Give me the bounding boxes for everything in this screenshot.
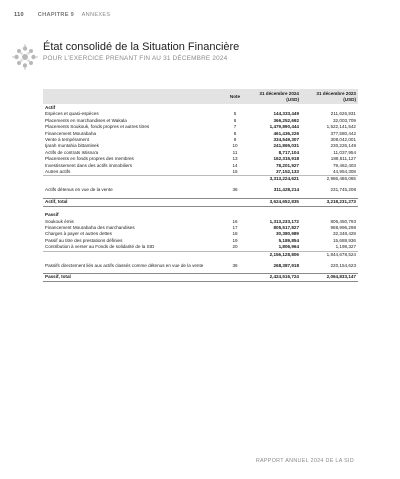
value-2023: 220,154,623	[330, 262, 356, 268]
value-2023: 211,626,931	[330, 111, 356, 117]
row-note: 13	[232, 156, 238, 162]
section-heading: Actif	[45, 105, 56, 110]
value-2024: 5,189,854	[278, 237, 299, 243]
row-label	[43, 176, 225, 183]
value-2024: 3,624,652,835	[245, 199, 301, 206]
row-label: Vente à tempérament	[45, 137, 89, 143]
value-2023: 1,522,141,542	[326, 124, 356, 130]
value-2023: 231,745,208	[330, 187, 356, 193]
value-2024: 1,313,233,172	[269, 218, 299, 224]
header-2023: 31 décembre 2023 (USD)	[301, 89, 358, 104]
value-2024: 461,436,226	[273, 130, 299, 136]
value-2024: 1,806,964	[278, 244, 299, 250]
total-row	[43, 274, 358, 281]
row-label	[43, 251, 225, 258]
row-note: 14	[232, 162, 238, 168]
value-2023: 44,954,308	[333, 169, 356, 175]
header-2024: 31 décembre 2024 (USD)	[245, 89, 301, 104]
value-2024: 268,387,918	[273, 262, 299, 268]
table-header-row	[43, 89, 358, 104]
value-2023: 806,450,793	[330, 218, 356, 224]
row-label: Actifs de contrats Istisna'a	[45, 149, 99, 155]
row-note	[225, 251, 245, 258]
value-2024: 78,201,927	[276, 162, 299, 168]
value-2024: 162,315,918	[273, 156, 299, 162]
row-label: Actif, total	[43, 199, 225, 206]
value-2023: 230,226,149	[330, 143, 356, 149]
value-2024: 8,717,104	[278, 149, 299, 155]
row-note: 5	[233, 111, 237, 117]
row-note: 10	[232, 143, 238, 149]
total-row	[43, 199, 358, 206]
section-heading-row	[43, 211, 358, 218]
value-2024: 3,313,224,621	[245, 176, 301, 183]
value-2024: 334,549,307	[273, 137, 299, 143]
subtotal-row	[43, 251, 358, 258]
row-note	[225, 274, 245, 281]
row-label: Placements Soukouk, fonds propres et autres titres	[45, 124, 150, 130]
row-label: Actifs détenus en vue de la vente	[45, 187, 113, 193]
row-label: Financement Mourabaha	[45, 130, 97, 136]
row-note: 36	[232, 187, 238, 193]
row-note: 18	[232, 231, 238, 237]
value-2024: 1,479,890,444	[269, 124, 299, 130]
row-label: Espèces et quasi-espèces	[45, 111, 99, 117]
row-note: 19	[232, 237, 238, 243]
row-note: 15	[232, 169, 238, 175]
table-row	[43, 244, 358, 251]
value-2023: 188,611,127	[330, 156, 356, 162]
row-label: Placements en fonds propres des membres	[45, 156, 134, 162]
row-note: 16	[232, 218, 238, 224]
value-2024: 2,156,128,806	[245, 251, 301, 258]
value-2023: 3,218,231,273	[301, 199, 358, 206]
section-heading: Passif	[45, 212, 59, 218]
value-2023: 988,996,298	[330, 225, 356, 230]
value-2024: 30,380,989	[276, 231, 299, 237]
value-2023: 2,986,486,065	[301, 176, 358, 183]
row-label: Passif au titre des prestations définies	[45, 237, 123, 243]
row-note: 6	[233, 117, 237, 123]
row-label: Ijarah muntahia bittamleek	[45, 143, 99, 149]
row-label: Charges à payer et autres dettes	[45, 231, 112, 237]
header-label-cell	[43, 89, 225, 104]
row-label: Investissement dans des actifs immobiliers	[45, 162, 133, 168]
page-title: État consolidé de la Situation Financière	[43, 41, 240, 53]
value-2023: 308,042,001	[330, 137, 356, 143]
value-2023: 1,844,678,524	[301, 251, 358, 258]
value-2024: 311,428,214	[273, 187, 299, 193]
value-2023: 79,462,403	[333, 162, 356, 168]
table-body	[43, 104, 358, 281]
value-2024: 805,517,827	[273, 225, 299, 230]
subtotal-row	[43, 176, 358, 183]
row-label: Passifs directement liés aux actifs classés comme détenus en vue de la vente	[45, 262, 204, 268]
value-2023: 1,198,327	[335, 244, 356, 250]
header-note: Note	[225, 89, 245, 104]
value-2024: 366,252,692	[273, 117, 299, 123]
value-2024: 144,333,449	[273, 111, 299, 117]
value-2024: 241,865,031	[273, 143, 299, 149]
row-label: Placements en marchandises et Wakala	[45, 117, 127, 123]
value-2023: 2,064,833,147	[301, 274, 358, 281]
row-note	[225, 199, 245, 206]
row-note: 7	[233, 124, 237, 130]
row-note: 9	[233, 137, 237, 143]
value-2023: 15,688,936	[333, 237, 356, 243]
value-2024: 37,152,133	[276, 169, 299, 175]
row-note	[225, 176, 245, 183]
row-label: Financement Mourabaha des marchandises	[45, 225, 135, 230]
value-2023: 32,003,709	[333, 117, 356, 123]
row-note: 20	[232, 244, 238, 250]
value-2023: 377,580,442	[330, 130, 356, 136]
value-2023: 32,348,428	[333, 231, 356, 237]
section-label: ANNEXES	[81, 12, 111, 18]
row-note: 8	[233, 130, 237, 136]
value-2024: 2,424,516,724	[245, 274, 301, 281]
row-note: 11	[232, 149, 238, 155]
row-label: Autres actifs	[45, 169, 71, 175]
section-heading-row	[43, 104, 358, 111]
row-note: 36	[232, 262, 238, 268]
row-label: Passif, total	[43, 274, 225, 281]
row-label: Contribution à verser au Fonds de solidarité de la SID	[45, 244, 155, 250]
chapter-label: CHAPITRE 9	[37, 12, 75, 18]
value-2023: 11,037,954	[333, 149, 356, 155]
table-row	[43, 169, 358, 176]
running-header	[14, 12, 110, 18]
page-number: 110	[14, 12, 24, 18]
logo-icon	[12, 44, 38, 70]
financial-position-table	[43, 89, 358, 282]
row-label: Soukouk émis	[45, 218, 74, 224]
page-subtitle: POUR L’EXERCICE PRENANT FIN AU 31 DÉCEMBRE 2024	[43, 55, 228, 62]
row-note: 17	[232, 225, 238, 230]
page-footer: RAPPORT ANNUEL 2024 DE LA SID	[255, 458, 354, 464]
